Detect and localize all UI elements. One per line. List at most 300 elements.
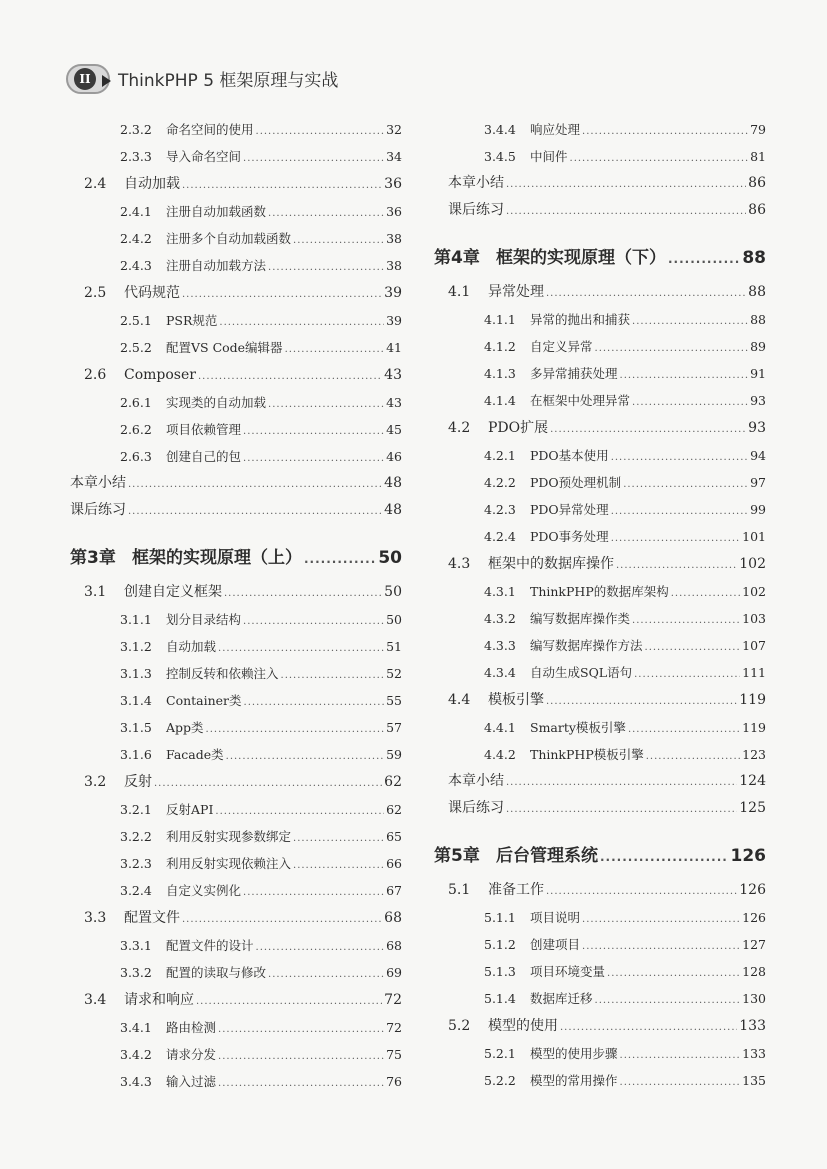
dot-leader: [268, 391, 384, 418]
dot-leader: [293, 825, 384, 852]
toc-entry-title: PDO事务处理: [530, 529, 609, 544]
dot-leader: [546, 878, 737, 906]
toc-entry-title: 框架的实现原理（上）: [132, 548, 302, 568]
dot-leader: [595, 987, 741, 1014]
toc-entry-page: 127: [742, 937, 766, 952]
toc-entry[interactable]: [70, 334, 402, 361]
toc-entry-page: 75: [386, 1047, 402, 1062]
dot-leader: [600, 839, 729, 875]
toc-entry-title: 编写数据库操作方法: [530, 638, 643, 653]
toc-entry-number: 5.1.3: [484, 964, 516, 979]
toc-entry-page: 126: [739, 882, 766, 898]
toc-entry[interactable]: [70, 741, 402, 768]
toc-entry[interactable]: [70, 768, 402, 796]
dot-leader: [582, 118, 748, 145]
toc-entry-page: 57: [386, 720, 402, 735]
toc-entry-title: 课后练习: [70, 502, 126, 518]
toc-entry-page: 59: [386, 747, 402, 762]
toc-entry-number: 4.2.3: [484, 502, 516, 517]
dot-leader: [293, 227, 384, 254]
toc-entry[interactable]: [70, 361, 402, 389]
toc-entry-title: 模型的常用操作: [530, 1073, 618, 1088]
toc-entry-number: 3.1.2: [120, 639, 152, 654]
toc-entry-page: 43: [386, 395, 402, 410]
toc-entry[interactable]: [70, 416, 402, 443]
toc-entry-page: 34: [386, 149, 402, 164]
dot-leader: [611, 525, 740, 552]
dot-leader: [628, 716, 740, 743]
toc-entry-page: 124: [739, 773, 766, 789]
dot-leader: [243, 608, 384, 635]
toc-entry-number: 2.3.3: [120, 149, 152, 164]
toc-entry-number: 4.1.2: [484, 339, 516, 354]
dot-leader: [218, 1043, 384, 1070]
toc-entry-title: PDO异常处理: [530, 502, 609, 517]
toc-entry-page: 51: [386, 639, 402, 654]
toc-entry[interactable]: [434, 931, 766, 958]
toc-entry-page: 46: [386, 449, 402, 464]
toc-entry-title: 中间件: [530, 149, 568, 164]
toc-entry-number: 4.3.2: [484, 611, 516, 626]
toc-entry-number: 3.3.2: [120, 965, 152, 980]
toc-entry-page: 102: [739, 556, 766, 572]
toc-entry-title: 后台管理系统: [496, 846, 598, 866]
toc-entry[interactable]: [70, 198, 402, 225]
toc-entry[interactable]: [434, 686, 766, 714]
toc-entry-page: 68: [386, 938, 402, 953]
dot-leader: [623, 471, 748, 498]
dot-leader: [546, 280, 746, 308]
toc-entry-number: 3.1: [84, 584, 107, 600]
toc-entry-title: 输入过滤: [166, 1074, 217, 1089]
toc-entry[interactable]: [434, 605, 766, 632]
toc-entry-page: 119: [739, 692, 766, 708]
toc-entry-page: 66: [386, 856, 402, 871]
toc-entry-title: App类: [166, 720, 204, 735]
toc-entry[interactable]: [70, 578, 402, 606]
toc-entry[interactable]: [70, 389, 402, 416]
toc-entry-page: 91: [750, 366, 766, 381]
toc-entry-title: 本章小结: [448, 175, 504, 191]
toc-entry-number: 4.4: [448, 692, 471, 708]
dot-leader: [243, 445, 384, 472]
dot-leader: [671, 580, 740, 607]
toc-entry-page: 38: [386, 258, 402, 273]
toc-entry-page: 123: [742, 747, 766, 762]
toc-entry[interactable]: [434, 795, 766, 822]
toc-entry-page: 76: [386, 1074, 402, 1089]
dot-leader: [154, 770, 382, 798]
toc-entry[interactable]: [434, 240, 766, 276]
toc-entry-title: 代码规范: [124, 285, 180, 301]
toc-entry-title: 准备工作: [488, 882, 544, 898]
dot-leader: [218, 1070, 384, 1097]
book-title: ThinkPHP 5 框架原理与实战: [118, 71, 339, 91]
toc-entry-number: 2.5.2: [120, 340, 152, 355]
toc-entry[interactable]: [434, 523, 766, 550]
toc-entry[interactable]: [70, 443, 402, 470]
toc-entry-title: 自动加载: [124, 176, 180, 192]
toc-entry[interactable]: [70, 660, 402, 687]
toc-entry-title: 路由检测: [166, 1020, 217, 1035]
toc-entry[interactable]: [434, 904, 766, 931]
toc-entry[interactable]: [434, 414, 766, 442]
toc-entry[interactable]: [434, 958, 766, 985]
toc-entry-title: 创建自己的包: [166, 449, 242, 464]
toc-column-right: [434, 116, 766, 1094]
toc-entry-number: 3.1.3: [120, 666, 152, 681]
toc-entry-title: 自定义实例化: [166, 883, 242, 898]
toc-entry-number: 4.2.2: [484, 475, 516, 490]
dot-leader: [632, 389, 748, 416]
toc-entry[interactable]: [434, 741, 766, 768]
toc-entry-title: 模型的使用步骤: [530, 1046, 618, 1061]
toc-entry[interactable]: [70, 714, 402, 741]
toc-entry-number: 3.4.4: [484, 122, 516, 137]
toc-entry-number: 4.1.1: [484, 312, 516, 327]
toc-entry-page: 133: [739, 1018, 766, 1034]
dot-leader: [616, 552, 737, 580]
toc-entry-number: 第4章: [434, 248, 480, 268]
toc-entry-title: Facade类: [166, 747, 224, 762]
toc-entry[interactable]: [70, 932, 402, 959]
toc-entry-title: PDO基本使用: [530, 448, 609, 463]
toc-entry-number: 2.6.3: [120, 449, 152, 464]
dot-leader: [243, 145, 384, 172]
toc-entry-title: Smarty模板引擎: [530, 720, 626, 735]
toc-entry[interactable]: [70, 986, 402, 1014]
toc-entry-title: 配置文件: [124, 910, 180, 926]
toc-entry-title: 实现类的自动加载: [166, 395, 267, 410]
toc-entry-number: 4.1: [448, 284, 471, 300]
toc-entry[interactable]: [70, 497, 402, 524]
toc-entry[interactable]: [434, 116, 766, 143]
toc-entry-page: 68: [384, 910, 402, 926]
toc-entry[interactable]: [434, 714, 766, 741]
toc-entry[interactable]: [70, 687, 402, 714]
toc-entry-page: 130: [742, 991, 766, 1006]
toc-entry[interactable]: [434, 632, 766, 659]
toc-entry-title: 本章小结: [448, 773, 504, 789]
toc-entry-title: 命名空间的使用: [166, 122, 254, 137]
toc-entry[interactable]: [434, 1040, 766, 1067]
toc-entry-number: 3.2.3: [120, 856, 152, 871]
toc-entry-title: PSR规范: [166, 313, 218, 328]
toc-entry[interactable]: [70, 470, 402, 497]
toc-entry-number: 5.1.1: [484, 910, 516, 925]
toc-entry[interactable]: [434, 659, 766, 686]
toc-entry-title: 异常处理: [488, 284, 544, 300]
toc-entry-number: 3.4.3: [120, 1074, 152, 1089]
toc-entry-page: 88: [750, 312, 766, 327]
dot-leader: [506, 796, 737, 823]
dot-leader: [206, 716, 385, 743]
dot-leader: [128, 498, 382, 525]
toc-entry-title: 项目依赖管理: [166, 422, 242, 437]
toc-entry[interactable]: [70, 633, 402, 660]
toc-entry-number: 4.4.2: [484, 747, 516, 762]
toc-entry-title: 利用反射实现参数绑定: [166, 829, 292, 844]
dot-leader: [668, 241, 740, 277]
toc-entry-number: 4.2.1: [484, 448, 516, 463]
toc-entry-page: 55: [386, 693, 402, 708]
toc-entry[interactable]: [70, 1041, 402, 1068]
toc-entry-number: 3.1.4: [120, 693, 152, 708]
toc-entry-title: 框架的实现原理（下）: [496, 248, 666, 268]
dot-leader: [560, 1014, 737, 1042]
dot-leader: [285, 336, 385, 363]
toc-entry-title: 配置的读取与修改: [166, 965, 267, 980]
toc-entry-page: 62: [384, 774, 402, 790]
dot-leader: [611, 498, 748, 525]
dot-leader: [215, 798, 384, 825]
toc-entry-title: 配置文件的设计: [166, 938, 254, 953]
toc-entry-number: 4.1.4: [484, 393, 516, 408]
toc-entry-title: 数据库迁移: [530, 991, 593, 1006]
toc-entry[interactable]: [70, 823, 402, 850]
toc-entry-number: 2.6.1: [120, 395, 152, 410]
toc-entry[interactable]: [434, 387, 766, 414]
page-header: [66, 58, 466, 98]
toc-entry[interactable]: [434, 578, 766, 605]
dot-leader: [634, 661, 740, 688]
toc-entry-page: 62: [386, 802, 402, 817]
toc-entry-number: 2.6: [84, 367, 107, 383]
toc-entry-page: 133: [742, 1046, 766, 1061]
toc-entry-title: 利用反射实现依赖注入: [166, 856, 292, 871]
toc-entry-page: 102: [742, 584, 766, 599]
toc-entry-number: 3.4.1: [120, 1020, 152, 1035]
dot-leader: [243, 879, 384, 906]
toc-entry-number: 4.3: [448, 556, 471, 572]
toc-entry[interactable]: [70, 225, 402, 252]
toc-entry-page: 99: [750, 502, 766, 517]
toc-entry[interactable]: [434, 278, 766, 306]
toc-entry-page: 94: [750, 448, 766, 463]
toc-entry-page: 101: [742, 529, 766, 544]
dot-leader: [128, 471, 382, 498]
toc-entry-page: 67: [386, 883, 402, 898]
toc-entry[interactable]: [70, 1068, 402, 1095]
toc-entry-number: 2.3.2: [120, 122, 152, 137]
toc-entry-title: 划分目录结构: [166, 612, 242, 627]
toc-entry-number: 3.3.1: [120, 938, 152, 953]
dot-leader: [196, 988, 382, 1016]
toc-entry[interactable]: [434, 768, 766, 795]
toc-entry[interactable]: [70, 279, 402, 307]
toc-entry[interactable]: [70, 850, 402, 877]
dot-leader: [182, 172, 382, 200]
toc-entry-number: 3.2.4: [120, 883, 152, 898]
toc-entry-title: 导入命名空间: [166, 149, 242, 164]
toc-entry-page: 97: [750, 475, 766, 490]
toc-entry-title: 请求分发: [166, 1047, 217, 1062]
toc-entry-title: 注册多个自动加载函数: [166, 231, 292, 246]
dot-leader: [607, 960, 740, 987]
toc-entry-number: 4.2: [448, 420, 471, 436]
arrow-icon: [102, 75, 111, 87]
dot-leader: [268, 961, 384, 988]
toc-entry-page: 52: [386, 666, 402, 681]
toc-entry-number: 2.4: [84, 176, 107, 192]
dot-leader: [268, 254, 384, 281]
toc-entry[interactable]: [434, 550, 766, 578]
toc-entry-page: 38: [386, 231, 402, 246]
toc-entry-page: 48: [384, 502, 402, 518]
toc-entry-page: 135: [742, 1073, 766, 1088]
toc-entry-number: 4.2.4: [484, 529, 516, 544]
toc-entry-title: Composer: [124, 367, 196, 383]
toc-entry-title: 多异常捕获处理: [530, 366, 618, 381]
toc-entry-title: 创建自定义框架: [124, 584, 222, 600]
toc-entry[interactable]: [70, 116, 402, 143]
toc-entry-page: 93: [748, 420, 766, 436]
dot-leader: [595, 335, 749, 362]
toc-entry-number: 3.2.2: [120, 829, 152, 844]
toc-entry-number: 4.4.1: [484, 720, 516, 735]
dot-leader: [620, 1042, 741, 1069]
dot-leader: [198, 363, 382, 391]
toc-entry[interactable]: [70, 143, 402, 170]
toc-entry[interactable]: [434, 1012, 766, 1040]
toc-entry[interactable]: [434, 1067, 766, 1094]
toc-entry[interactable]: [434, 170, 766, 197]
toc-entry-page: 32: [386, 122, 402, 137]
toc-entry-number: 2.4.3: [120, 258, 152, 273]
dot-leader: [218, 1016, 384, 1043]
toc-entry-title: 课后练习: [448, 202, 504, 218]
toc-entry-title: 响应处理: [530, 122, 581, 137]
dot-leader: [506, 198, 746, 225]
toc-entry-page: 50: [386, 612, 402, 627]
toc-entry[interactable]: [70, 307, 402, 334]
dot-leader: [268, 200, 384, 227]
toc-column-left: [70, 116, 402, 1095]
toc-entry-number: 2.5: [84, 285, 107, 301]
toc-entry-page: 39: [386, 313, 402, 328]
dot-leader: [620, 362, 749, 389]
toc-entry-page: 89: [750, 339, 766, 354]
toc-entry[interactable]: [434, 333, 766, 360]
toc-entry-page: 36: [384, 176, 402, 192]
toc-entry-number: 3.1.6: [120, 747, 152, 762]
toc-entry-page: 72: [384, 992, 402, 1008]
toc-entry-number: 第5章: [434, 846, 480, 866]
toc-entry[interactable]: [70, 877, 402, 904]
toc-entry-number: 3.3: [84, 910, 107, 926]
dot-leader: [506, 171, 746, 198]
toc-entry-page: 50: [384, 584, 402, 600]
toc-entry-number: 3.1.1: [120, 612, 152, 627]
toc-entry-page: 119: [742, 720, 766, 735]
toc-entry-page: 48: [384, 475, 402, 491]
dot-leader: [226, 743, 384, 770]
toc-entry-page: 88: [748, 284, 766, 300]
toc-entry-page: 41: [386, 340, 402, 355]
dot-leader: [182, 281, 382, 309]
toc-entry-number: 4.3.3: [484, 638, 516, 653]
toc-entry[interactable]: [70, 540, 402, 576]
toc-entry-number: 2.4.2: [120, 231, 152, 246]
toc-entry-number: 3.4.5: [484, 149, 516, 164]
toc-entry-title: 在框架中处理异常: [530, 393, 631, 408]
toc-entry[interactable]: [434, 306, 766, 333]
dot-leader: [570, 145, 749, 172]
toc-entry-page: 128: [742, 964, 766, 979]
toc-entry-title: 配置VS Code编辑器: [166, 340, 283, 355]
toc-entry-page: 86: [748, 175, 766, 191]
dot-leader: [506, 769, 737, 796]
toc-entry-number: 3.1.5: [120, 720, 152, 735]
toc-entry-page: 72: [386, 1020, 402, 1035]
toc-entry-page: 125: [739, 800, 766, 816]
page-number-badge: [66, 64, 110, 94]
toc-entry[interactable]: [70, 1014, 402, 1041]
toc-entry-title: PDO预处理机制: [530, 475, 622, 490]
toc-entry[interactable]: [70, 170, 402, 198]
toc-entry-title: 项目环境变量: [530, 964, 606, 979]
dot-leader: [256, 934, 385, 961]
toc-entry[interactable]: [434, 496, 766, 523]
toc-entry[interactable]: [434, 442, 766, 469]
toc-entry[interactable]: [434, 143, 766, 170]
toc-entry[interactable]: [434, 876, 766, 904]
toc-entry-page: 43: [384, 367, 402, 383]
dot-leader: [219, 309, 384, 336]
toc-entry[interactable]: [70, 904, 402, 932]
dot-leader: [304, 541, 376, 577]
toc-entry-title: 模板引擎: [488, 692, 544, 708]
toc-entry[interactable]: [434, 360, 766, 387]
toc-entry[interactable]: [434, 197, 766, 224]
toc-entry-title: 课后练习: [448, 800, 504, 816]
toc-entry-title: 自动加载: [166, 639, 217, 654]
toc-entry-title: 框架中的数据库操作: [488, 556, 614, 572]
toc-entry-title: 本章小结: [70, 475, 126, 491]
toc-entry-page: 93: [750, 393, 766, 408]
toc-entry[interactable]: [434, 838, 766, 874]
toc-entry-title: 注册自动加载方法: [166, 258, 267, 273]
toc-entry-number: 3.2.1: [120, 802, 152, 817]
toc-entry-page: 126: [730, 846, 766, 866]
toc-entry-title: 模型的使用: [488, 1018, 558, 1034]
toc-entry[interactable]: [434, 469, 766, 496]
toc-entry-number: 4.1.3: [484, 366, 516, 381]
toc-entry[interactable]: [434, 985, 766, 1012]
toc-entry-title: 编写数据库操作类: [530, 611, 631, 626]
toc-entry-page: 65: [386, 829, 402, 844]
toc-entry[interactable]: [70, 796, 402, 823]
toc-entry-page: 103: [742, 611, 766, 626]
toc-entry[interactable]: [70, 252, 402, 279]
toc-entry-page: 36: [386, 204, 402, 219]
toc-entry-page: 81: [750, 149, 766, 164]
toc-entry-page: 86: [748, 202, 766, 218]
toc-entry-number: 3.4.2: [120, 1047, 152, 1062]
toc-entry-number: 2.5.1: [120, 313, 152, 328]
toc-entry-title: 反射: [124, 774, 152, 790]
toc-entry-page: 88: [742, 248, 766, 268]
toc-entry[interactable]: [70, 606, 402, 633]
toc-entry[interactable]: [70, 959, 402, 986]
dot-leader: [546, 688, 737, 716]
toc-entry-page: 39: [384, 285, 402, 301]
toc-entry-page: 69: [386, 965, 402, 980]
toc-entry-number: 5.2.1: [484, 1046, 516, 1061]
toc-entry-title: PDO扩展: [488, 420, 549, 436]
toc-entry-number: 4.3.1: [484, 584, 516, 599]
toc-entry-title: 项目说明: [530, 910, 581, 925]
